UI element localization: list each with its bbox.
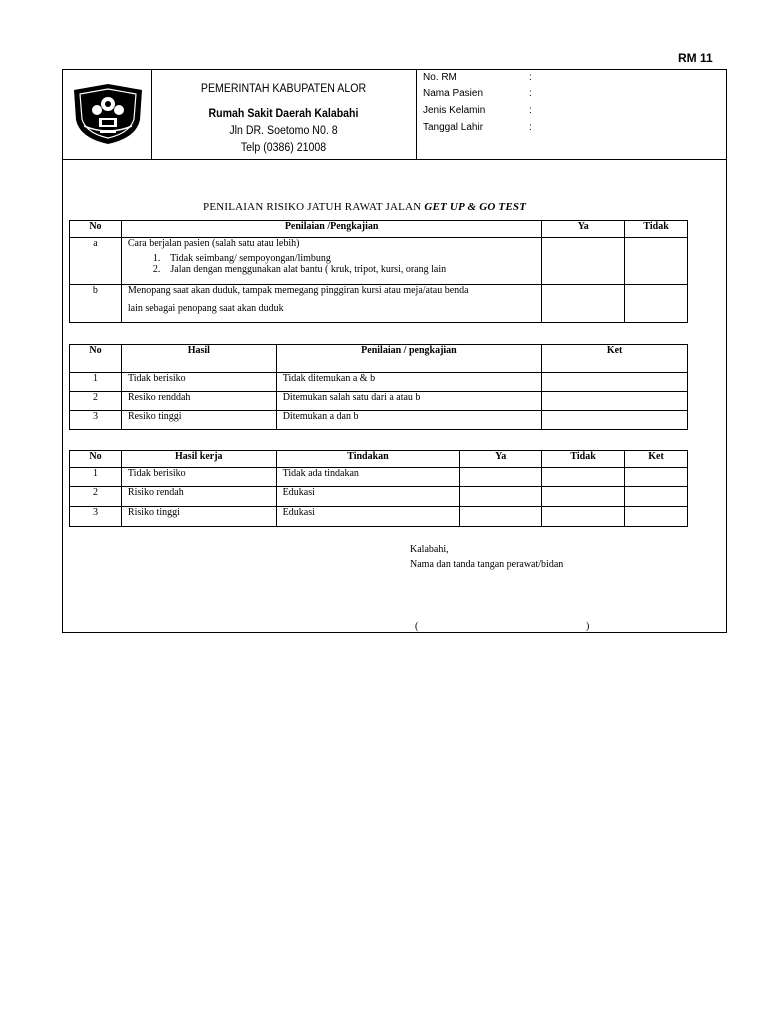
- table-row: 1 Tidak berisiko Tidak ada tindakan: [70, 468, 688, 487]
- logo-cell: [63, 70, 152, 159]
- answer-ya-cell[interactable]: [542, 238, 625, 285]
- action-table: [69, 450, 688, 527]
- table-row: [70, 285, 688, 323]
- patient-field-label: Tanggal Lahir: [423, 122, 484, 133]
- form-title-emphasis: GET UP & GO TEST: [424, 201, 527, 213]
- hospital-name: Rumah Sakit Daerah Kalabahi: [208, 108, 359, 120]
- hospital-identity: [151, 70, 417, 159]
- list-item: 1. Tidak seimbang/ sempoyongan/limbung: [152, 253, 331, 264]
- patient-field-label: Nama Pasien: [423, 88, 484, 99]
- list-item: 2. Jalan dengan menggunakan alat bantu ( kruk, tripot, kursi, orang lain: [152, 264, 447, 275]
- answer-tidak-cell[interactable]: [542, 468, 625, 487]
- col-header-hasil: Hasil: [121, 345, 276, 373]
- col-header-ya: Ya: [460, 451, 542, 468]
- patient-field-label: Jenis Kelamin: [423, 105, 486, 116]
- ket-cell[interactable]: [542, 392, 688, 411]
- form-code: RM 11: [678, 51, 713, 65]
- answer-ya-cell[interactable]: [460, 507, 542, 527]
- row-no: b: [70, 285, 122, 323]
- col-header-no: No: [70, 345, 122, 373]
- signature-place: Kalabahi,: [410, 544, 449, 555]
- col-header-tidak: Tidak: [625, 221, 688, 238]
- ket-cell[interactable]: [625, 487, 688, 507]
- answer-tidak-cell[interactable]: [625, 238, 688, 285]
- row-criteria: Cara berjalan pasien (salah satu atau lebih) 1. Tidak seimbang/ sempoyongan/limbung 2. Jalan dengan menggunakan alat bantu ( kruk, tripot, kursi, orang lain: [121, 238, 542, 285]
- col-header-assessment: Penilaian /Pengkajian: [121, 221, 542, 238]
- signature-open-paren: (: [415, 621, 419, 632]
- signature-label: Nama dan tanda tangan perawat/bidan: [410, 559, 564, 570]
- answer-ya-cell[interactable]: [460, 487, 542, 507]
- result-table: [69, 344, 688, 430]
- government-name: PEMERINTAH KABUPATEN ALOR: [200, 83, 367, 95]
- answer-tidak-cell[interactable]: [542, 487, 625, 507]
- table-row: 3 Resiko tinggi Ditemukan a dan b: [70, 411, 688, 430]
- form-header: [63, 70, 726, 160]
- answer-ya-cell[interactable]: [460, 468, 542, 487]
- col-header-penilaian: Penilaian / pengkajian: [276, 345, 542, 373]
- table-row: 2 Risiko rendah Edukasi: [70, 487, 688, 507]
- ket-cell[interactable]: [625, 507, 688, 527]
- col-header-tindakan: Tindakan: [276, 451, 460, 468]
- hospital-address: Jln DR. Soetomo N0. 8: [229, 125, 338, 137]
- form-frame: [62, 69, 727, 633]
- ket-cell[interactable]: [542, 373, 688, 392]
- col-header-no: No: [70, 451, 122, 468]
- signature-close-paren: ): [586, 621, 590, 632]
- ket-cell[interactable]: [625, 468, 688, 487]
- answer-tidak-cell[interactable]: [625, 285, 688, 323]
- form-title: PENILAIAN RISIKO JATUH RAWAT JALAN GET UP & GO TEST: [203, 201, 527, 213]
- answer-ya-cell[interactable]: [542, 285, 625, 323]
- col-header-no: No: [70, 221, 122, 238]
- answer-tidak-cell[interactable]: [542, 507, 625, 527]
- col-header-ket: Ket: [542, 345, 688, 373]
- hospital-phone: Telp (0386) 21008: [240, 142, 327, 154]
- col-header-ket: Ket: [625, 451, 688, 468]
- col-header-tidak: Tidak: [542, 451, 625, 468]
- criteria-sublist: [128, 253, 536, 275]
- table-row: 3 Risiko tinggi Edukasi: [70, 507, 688, 527]
- assessment-table: [69, 220, 688, 323]
- ket-cell[interactable]: [542, 411, 688, 430]
- row-no: a: [70, 238, 122, 285]
- col-header-ya: Ya: [542, 221, 625, 238]
- row-criteria: Menopang saat akan duduk, tampak memegang pinggiran kursi atau meja/atau benda lain sebagai penopang saat akan duduk: [121, 285, 542, 323]
- table-row: 2 Resiko renddah Ditemukan salah satu dari a atau b: [70, 392, 688, 411]
- table-row: [70, 238, 688, 285]
- col-header-hasil-kerja: Hasil kerja: [121, 451, 276, 468]
- regency-emblem-icon: [70, 82, 146, 146]
- signature-field[interactable]: [423, 619, 583, 633]
- table-row: 1 Tidak berisiko Tidak ditemukan a & b: [70, 373, 688, 392]
- patient-field-label: No. RM: [423, 72, 457, 83]
- patient-info: No. RM : Nama Pasien : Jenis Kelamin : Tanggal Lahir :: [423, 72, 532, 133]
